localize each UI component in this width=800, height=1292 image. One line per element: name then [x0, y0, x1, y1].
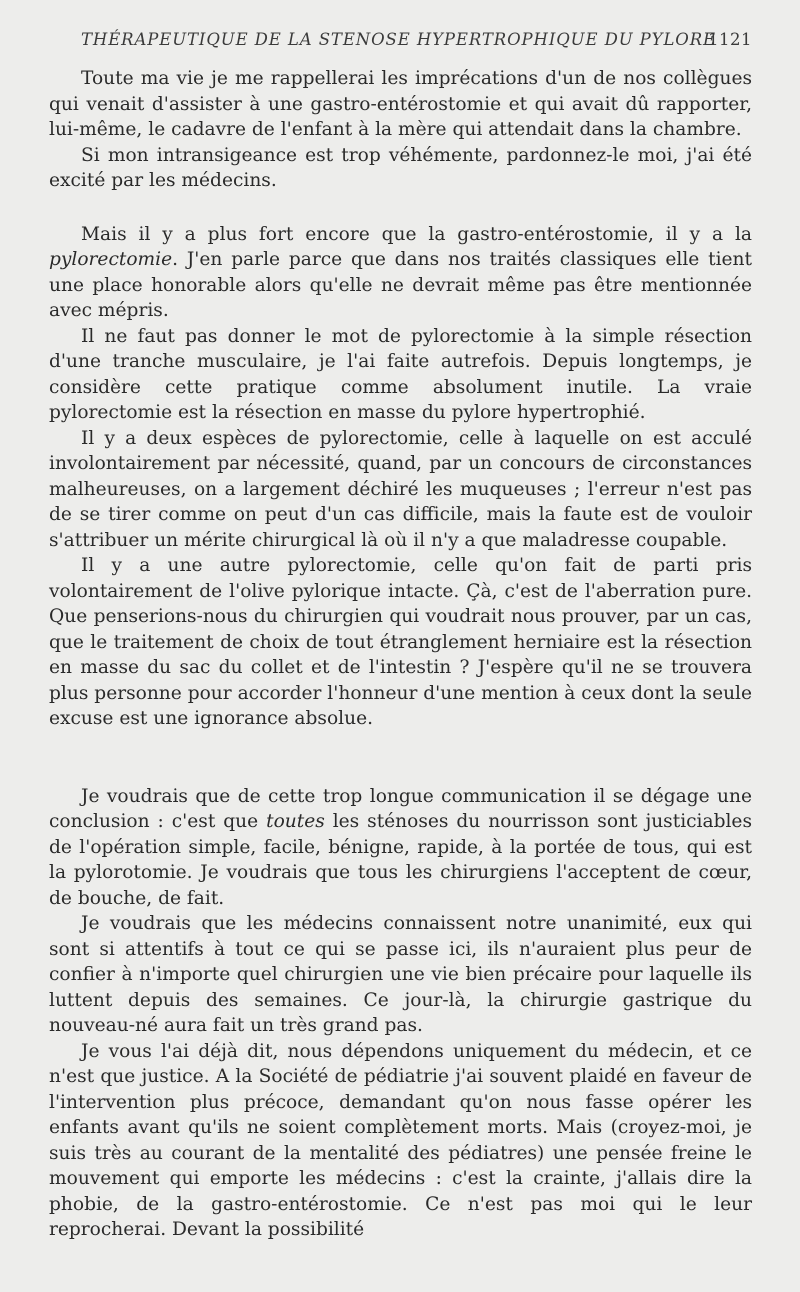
emphasized-word: pylorectomie [49, 249, 173, 270]
page-number: 1121 [708, 30, 752, 49]
paragraph: Je voudrais que les médecins connaissent notre unanimité, eux qui sont si attentifs à tout ce qui se passe ici, ils n'auraient plus peur de confier à n'importe quel chirurgien une vie bien précaire pour laquelle ils luttent depuis des semaines. Ce jour-là, la chirurgie gastrique du nouveau-né aura fait un très grand pas. [49, 913, 752, 1036]
paragraph: Il y a deux espèces de pylorectomie, celle à laquelle on est acculé involontairement par nécessité, quand, par un concours de circonstances malheureuses, on a largement déchiré les muqueuses ; l'erreur n'est pas de se tirer comme on peut d'un cas difficile, mais la faute est de vouloir s'attribuer un mérite chirurgical là où il n'y a que maladresse coupable. [49, 427, 752, 551]
paragraph: Il y a une autre pylorectomie, celle qu'on fait de parti pris volontairement de l'olive pylorique intacte. Çà, c'est de l'aberration pure. Que penserions-nous du chirurgien qui voudrait nous prouver, par un cas, que le traitement de choix de tout étranglement herniaire est la résection en masse du sac du collet et de l'intestin ? J'espère qu'il ne se trouvera plus personne pour accorder l'honneur d'une mention à ceux dont la seule excuse est une ignorance absolue. [49, 555, 752, 729]
body-text [49, 66, 752, 1243]
paragraph: Si mon intransigeance est trop véhémente, pardonnez-le moi, j'ai été excité par les médecins. [49, 144, 752, 191]
paragraph-text: . J'en parle parce que dans nos traités classiques elle tient une place honorable alors qu'elle ne devrait même pas être mentionnée avec mépris. [49, 249, 752, 321]
paragraph-text: Je voudrais que de cette trop longue communication il se dégage une conclusion : c'est que [49, 785, 752, 832]
paragraph [49, 222, 752, 324]
paragraph: Toute ma vie je me rappellerai les imprécations d'un de nos collègues qui venait d'assister à une gastro-entérostomie et qui avait dû rapporter, lui-même, le cadavre de l'enfant à la mère qui attendait dans la chambre. [49, 68, 752, 140]
paragraph-text: Mais il y a plus fort encore que la gastro-entérostomie, il y a la [81, 223, 752, 245]
running-title: THÉRAPEUTIQUE DE LA STENOSE HYPERTROPHIQUE DU PYLORE [81, 30, 716, 49]
running-header [49, 22, 752, 48]
paragraph-text: les sténoses du nourrisson sont justiciables de l'opération simple, facile, bénigne, rapide, à la portée de tous, qui est la pylorotomie. Je voudrais que tous les chirurgiens l'acceptent de cœur, de bouche, de fait. [49, 811, 752, 909]
paragraph: Je vous l'ai déjà dit, nous dépendons uniquement du médecin, et ce n'est que justice. A la Société de pédiatrie j'ai souvent plaidé en faveur de l'intervention plus précoce, demandant qu'on nous fasse opérer les enfants avant qu'ils ne soient complètement morts. Mais (croyez-moi, je suis très au courant de la mentalité des pédiatres) une pensée freine le mouvement qui emporte les médecins : c'est la crainte, j'allais dire la phobie, de la gastro-entérostomie. Ce n'est pas moi qui le leur reprocherai. Devant la possibilité [49, 1040, 752, 1240]
emphasized-word: toutes [266, 811, 325, 832]
paragraph [49, 784, 752, 912]
paragraph: Il ne faut pas donner le mot de pylorectomie à la simple résection d'une tranche musculaire, je l'ai faite autrefois. Depuis longtemps, je considère cette pratique comme absolument inutile. La vraie pylorectomie est la résection en masse du pylore hypertrophié. [49, 325, 752, 423]
